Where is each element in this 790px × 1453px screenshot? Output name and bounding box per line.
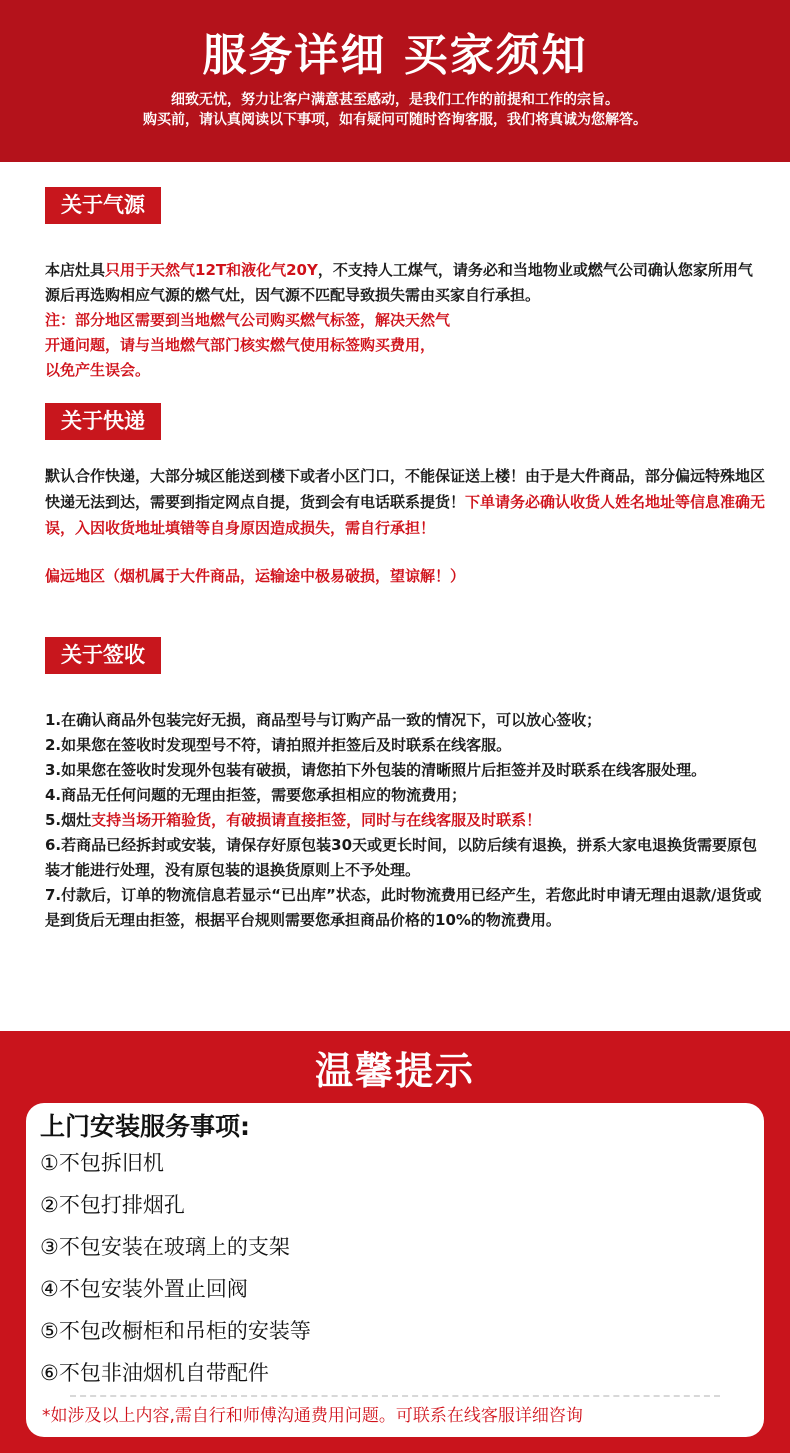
gas-text-a: 本店灶具 <box>45 261 106 279</box>
sign-item-5 <box>45 808 767 833</box>
list-item: ①不包拆旧机 <box>40 1151 164 1175</box>
sign-item-4: 4.商品无任何问题的无理由拒签，需要您承担相应的物流费用； <box>45 786 467 804</box>
tips-card-title: 上门安装服务事项: <box>40 1112 250 1141</box>
tips-panel <box>0 1031 790 1453</box>
sign-list <box>45 708 767 933</box>
sign-item-5-red: 支持当场开箱验货，有破损请直接拒签，同时与在线客服及时联系！ <box>91 811 542 829</box>
tips-list <box>40 1147 311 1399</box>
tips-card <box>26 1103 764 1437</box>
sign-item-6: 6.若商品已经拆封或安装，请保存好原包装30天或更长时间，以防后续有退换，拼系大家电退换货需要原包装才能进行处理，没有原包装的退换货原则上不予处理。 <box>45 836 758 879</box>
sign-item-2: 2.如果您在签收时发现型号不符，请拍照并拒签后及时联系在线客服。 <box>45 736 512 754</box>
header-line-2: 购买前，请认真阅读以下事项，如有疑问可随时咨询客服，我们将真诚为您解答。 <box>143 112 647 128</box>
sign-item-7: 7.付款后，订单的物流信息若显示“已出库”状态，此时物流费用已经产生，若您此时申请无理由退款/退货或是到货后无理由拒签，根据平台规则需要您承担商品价格的10%的物流费用。 <box>45 886 762 929</box>
page-title: 服务详细 买家须知 <box>202 30 588 81</box>
header-line-1: 细致无忧，努力让客户满意甚至感动，是我们工作的前提和工作的宗旨。 <box>171 92 619 108</box>
sign-item-3: 3.如果您在签收时发现外包装有破损，请您拍下外包装的清晰照片后拒签并及时联系在线客服处理。 <box>45 761 707 779</box>
list-item: ③不包安装在玻璃上的支架 <box>40 1235 290 1259</box>
express-remote: 偏远地区（烟机属于大件商品，运输途中极易破损，望谅解！） <box>45 567 466 585</box>
header-banner <box>0 0 790 162</box>
gas-section <box>45 187 767 383</box>
gas-paragraph <box>45 258 767 308</box>
gas-note-3: 以免产生误会。 <box>45 361 151 379</box>
sign-section <box>45 637 767 933</box>
dashed-divider <box>70 1395 720 1397</box>
sign-item-5-a: 5.烟灶 <box>45 811 92 829</box>
express-section <box>45 403 767 589</box>
gas-text-b: ，不支持人工煤气，请务必和当地物业或燃气公司确认您家所用气源后再选购相应气源的燃气灶，因气源不匹配导致损失需由买家自行承担。 <box>45 261 753 304</box>
sign-tag: 关于签收 <box>45 637 161 674</box>
list-item: ②不包打排烟孔 <box>40 1193 185 1217</box>
sign-item-1: 1.在确认商品外包装完好无损，商品型号与订购产品一致的情况下，可以放心签收； <box>45 711 602 729</box>
gas-note-1: 注：部分地区需要到当地燃气公司购买燃气标签，解决天然气 <box>45 311 451 329</box>
list-item: ⑤不包改橱柜和吊柜的安装等 <box>40 1319 311 1343</box>
gas-note-2: 开通问题，请与当地燃气部门核实燃气使用标签购买费用， <box>45 336 436 354</box>
express-text-red: 下单请务必确认收货人姓名地址等信息准确无误，入因收货地址填错等自身原因造成损失，需自行承担！ <box>45 493 766 537</box>
list-item: ④不包安装外置止回阀 <box>40 1277 248 1301</box>
list-item: ⑥不包非油烟机自带配件 <box>40 1361 269 1385</box>
gas-text-red: 只用于天然气12T和液化气20Y <box>105 261 318 279</box>
express-text-a: 默认合作快递，大部分城区能送到楼下或者小区门口，不能保证送上楼！由于是大件商品，部分偏远特殊地区快递无法到达，需要到指定网点自提，货到会有电话联系提货！ <box>45 467 766 511</box>
tips-title: 温馨提示 <box>314 1049 475 1093</box>
gas-tag: 关于气源 <box>45 187 161 224</box>
express-tag: 关于快递 <box>45 403 161 440</box>
express-paragraph <box>45 463 767 541</box>
tips-note: *如涉及以上内容,需自行和师傅沟通费用问题。可联系在线客服详细咨询 <box>42 1406 583 1426</box>
